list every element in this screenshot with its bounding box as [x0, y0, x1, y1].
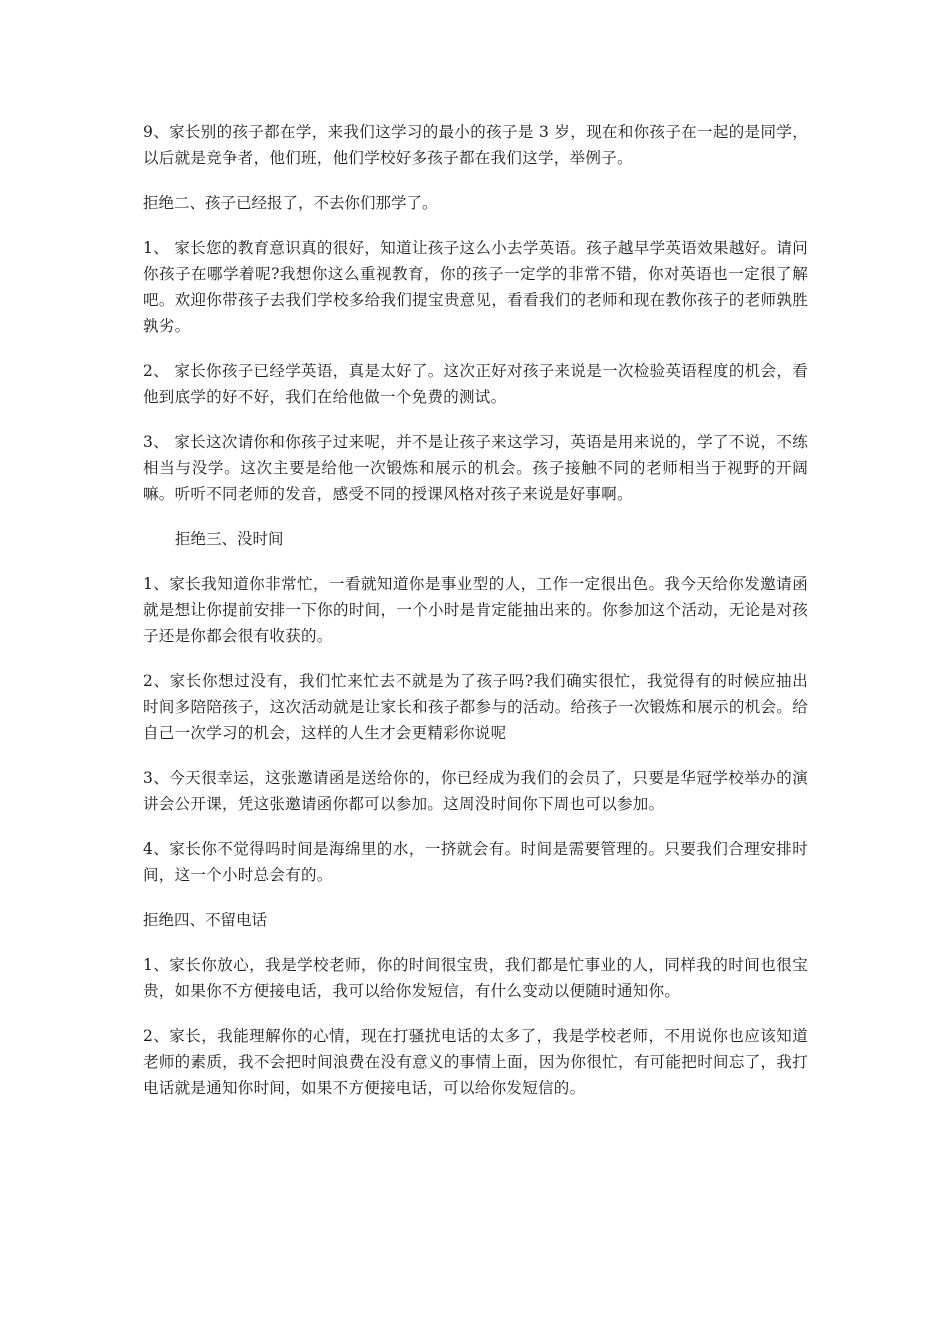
paragraph-refusal-2-item-3: 3、 家长这次请你和你孩子过来呢，并不是让孩子来这学习，英语是用来说的，学了不说，不练相当与没学。这次主要是给他一次锻炼和展示的机会。孩子接触不同的老师相当于视野的开阔嘛。听听不同老师的发音，感受不同的授课风格对孩子来说是好事啊。: [143, 433, 808, 503]
paragraph-refusal-3-item-1: 1、家长我知道你非常忙，一看就知道你是事业型的人，工作一定很出色。我今天给你发邀请函就是想让你提前安排一下你的时间，一个小时是肯定能抽出来的。你参加这个活动，无论是对孩子还是你都会很有收获的。: [143, 575, 808, 645]
paragraph-refusal-4-item-2: 2、家长，我能理解你的心情，现在打骚扰电话的太多了，我是学校老师，不用说你也应该知道老师的素质，我不会把时间浪费在没有意义的事情上面，因为你很忙，有可能把时间忘了，我打电话就是通知你时间，如果不方便接电话，可以给你发短信的。: [143, 1027, 808, 1097]
paragraph-9: 9、家长别的孩子都在学，来我们这学习的最小的孩子是 3 岁，现在和你孩子在一起的是同学，以后就是竞争者，他们班，他们学校好多孩子都在我们这学，举例子。: [143, 123, 808, 167]
paragraph-refusal-2-item-1: 1、 家长您的教育意识真的很好，知道让孩子这么小去学英语。孩子越早学英语效果越好。请问你孩子在哪学着呢?我想你这么重视教育，你的孩子一定学的非常不错，你对英语也一定很了解吧。欢迎你带孩子去我们学校多给我们提宝贵意见，看看我们的老师和现在教你孩子的老师孰胜孰劣。: [143, 239, 808, 335]
paragraph-refusal-4-item-1: 1、家长你放心，我是学校老师，你的时间很宝贵，我们都是忙事业的人，同样我的时间也很宝贵，如果你不方便接电话，我可以给你发短信，有什么变动以便随时通知你。: [143, 956, 808, 1000]
paragraph-refusal-3-item-4: 4、家长你不觉得吗时间是海绵里的水，一挤就会有。时间是需要管理的。只要我们合理安排时间，这一个小时总会有的。: [143, 840, 808, 884]
document-page: [143, 119, 808, 1120]
section-heading-refusal-4: 拒绝四、不留电话: [143, 911, 268, 929]
paragraph-refusal-3-item-3: 3、今天很幸运，这张邀请函是送给你的，你已经成为我们的会员了，只要是华冠学校举办的演讲会公开课，凭这张邀请函你都可以参加。这周没时间你下周也可以参加。: [143, 769, 808, 813]
section-heading-refusal-3: 拒绝三、没时间: [175, 530, 284, 548]
paragraph-refusal-2-item-2: 2、 家长你孩子已经学英语，真是太好了。这次正好对孩子来说是一次检验英语程度的机会，看他到底学的好不好，我们在给他做一个免费的测试。: [143, 362, 808, 406]
paragraph-refusal-3-item-2: 2、家长你想过没有，我们忙来忙去不就是为了孩子吗?我们确实很忙，我觉得有的时候应抽出时间多陪陪孩子，这次活动就是让家长和孩子都参与的活动。给孩子一次锻炼和展示的机会。给自己一次学习的机会，这样的人生才会更精彩你说呢: [143, 672, 808, 742]
section-heading-refusal-2: 拒绝二、孩子已经报了，不去你们那学了。: [143, 194, 438, 212]
